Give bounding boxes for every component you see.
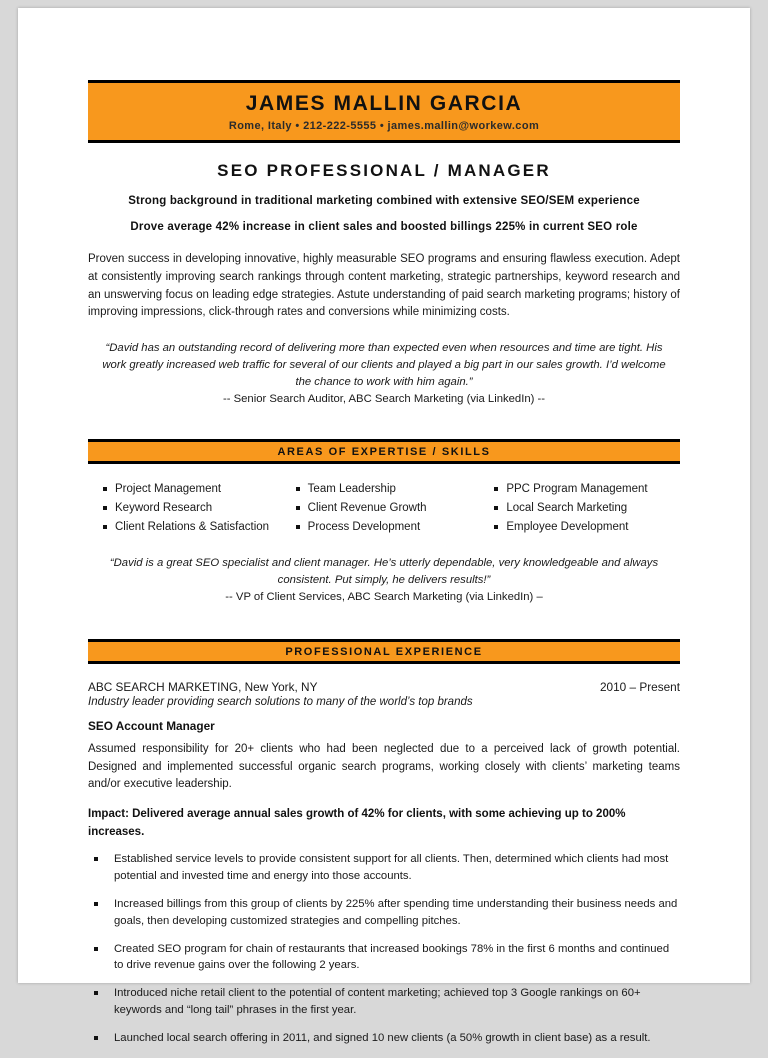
employer-name: ABC SEARCH MARKETING, New York, NY (88, 679, 318, 694)
achievement-item: Established service levels to provide consistent support for all clients. Then, determined which clients had most potential and invested time and energy into those accounts. (88, 851, 680, 885)
candidate-name: JAMES MALLIN GARCIA (245, 92, 523, 115)
section-heading-expertise: AREAS OF EXPERTISE / SKILLS (88, 439, 680, 464)
job-achievements-list (88, 851, 680, 1047)
skills-column-3 (481, 480, 680, 537)
contact-line: Rome, Italy • 212-222-5555 • james.mallin@workew.com (228, 120, 540, 132)
tagline-primary: Strong background in traditional marketing combined with extensive SEO/SEM experience (128, 195, 640, 207)
skill-item: Client Revenue Growth (295, 499, 482, 518)
skills-column-1 (88, 480, 289, 537)
tagline-secondary: Drove average 42% increase in client sales and boosted billings 225% in current SEO role (130, 221, 638, 233)
skill-item: Employee Development (493, 518, 680, 537)
experience-entry-header (88, 680, 680, 694)
skill-item: Client Relations & Satisfaction (102, 518, 289, 537)
employment-dates: 2010 – Present (599, 679, 680, 694)
skill-item: Local Search Marketing (493, 499, 680, 518)
professional-summary: Proven success in developing innovative, highly measurable SEO programs and ensuring flawless execution. Adept at consistently improving search rankings through content marketing, strategic partnerships, keyword research and an unswerving focus on leading edge strategies. Astute understanding of paid search marketing programs; history of improving impressions, click-through rates and conversions while minimizing costs. (88, 253, 680, 319)
skill-item: Project Management (102, 480, 289, 499)
job-role-title: SEO Account Manager (88, 718, 215, 733)
skills-column-2 (289, 480, 482, 537)
employer-description: Industry leader providing search solutions to many of the world’s top brands (88, 695, 473, 708)
testimonial-quote-2: “David is a great SEO specialist and client manager. He’s utterly dependable, very knowledgeable and always consistent. Put simply, he delivers results!” (109, 556, 659, 586)
testimonial-attribution-2: -- VP of Client Services, ABC Search Marketing (via LinkedIn) – (225, 590, 543, 603)
achievement-item: Introduced niche retail client to the potential of content marketing; achieved top 3 Google rankings on 60+ keywords and “long tail” phrases in the first year. (88, 985, 680, 1019)
achievement-item: Created SEO program for chain of restaurants that increased bookings 78% in the first 6 months and continued to drive revenue gains over the following 2 years. (88, 941, 680, 975)
testimonial-attribution-1: -- Senior Search Auditor, ABC Search Marketing (via LinkedIn) -- (222, 393, 546, 406)
target-job-title: SEO PROFESSIONAL / MANAGER (217, 161, 551, 180)
section-heading-experience: PROFESSIONAL EXPERIENCE (88, 639, 680, 664)
resume-header-band (88, 80, 680, 143)
job-impact-statement: Impact: Delivered average annual sales growth of 42% for clients, with some achieving up to 200% increases. (88, 808, 626, 838)
testimonial-quote-1: “David has an outstanding record of delivering more than expected even when resources and time are tight. His work greatly increased web traffic for several of our clients and played a big part in our sales growth. I’d welcome the chance to work with him again.” (102, 342, 666, 389)
resume-content (88, 80, 680, 1058)
experience-entry (88, 680, 680, 1047)
job-role-description: Assumed responsibility for 20+ clients who had been neglected due to a perceived lack of growth potential. Designed and implemented successful organic search programs, working closely with clients’ marketing teams and/or executive leadership. (88, 742, 680, 791)
achievement-item: Launched local search offering in 2011, and signed 10 new clients (a 50% growth in client base) as a result. (88, 1030, 680, 1047)
skills-grid (88, 480, 680, 537)
skill-item: Team Leadership (295, 480, 482, 499)
resume-page (18, 8, 750, 1045)
skill-item: Process Development (295, 518, 482, 537)
achievement-item: Increased billings from this group of clients by 225% after spending time understanding their business needs and goals, then developing customized strategies and compelling pitches. (88, 896, 680, 930)
skill-item: Keyword Research (102, 499, 289, 518)
skill-item: PPC Program Management (493, 480, 680, 499)
